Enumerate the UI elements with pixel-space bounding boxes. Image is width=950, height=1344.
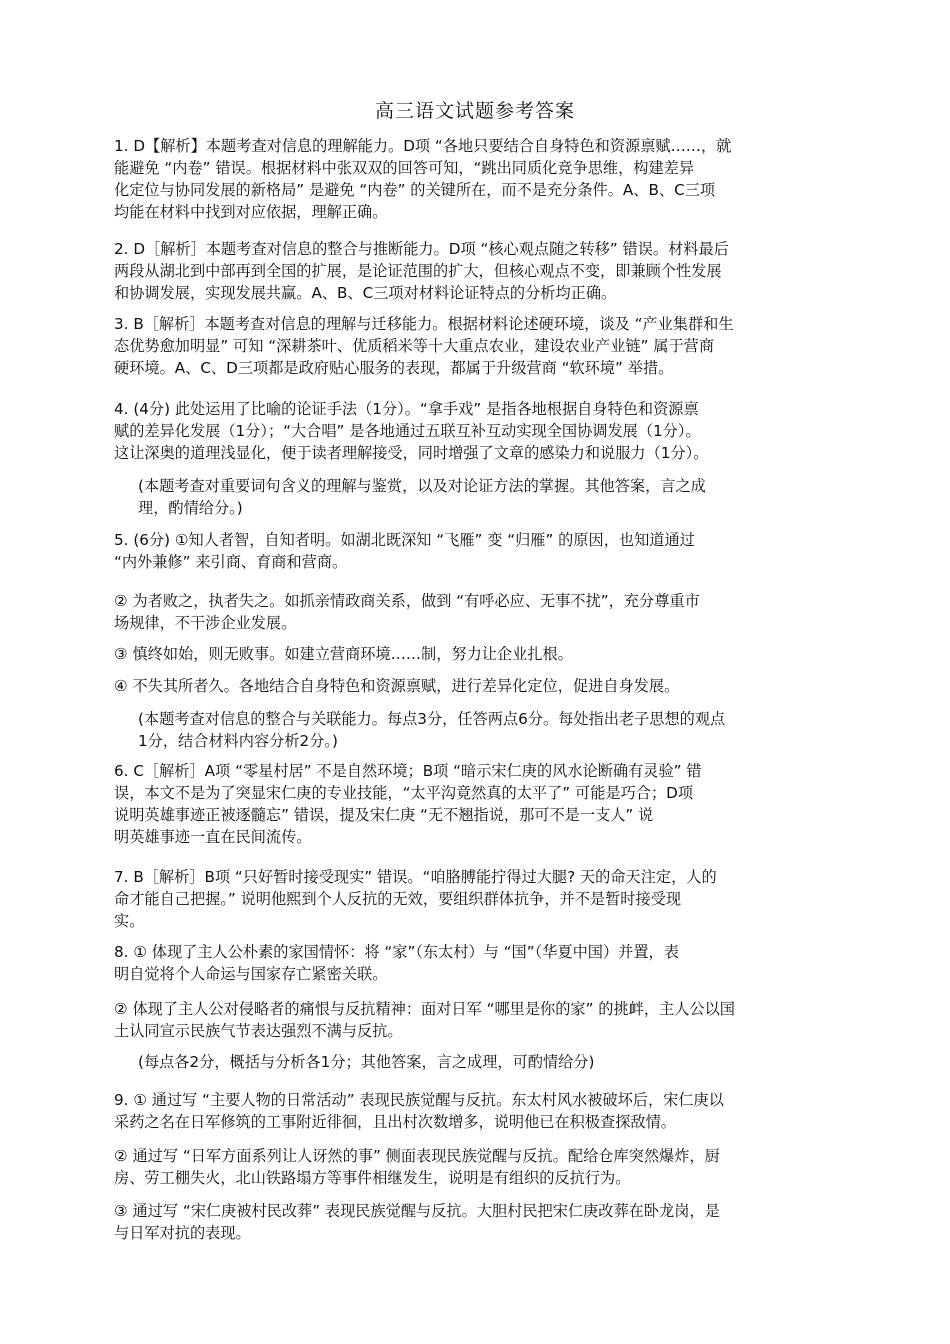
- answer-line: 房、劳工棚失火，北山铁路塌方等事件相继发生，说明是有组织的反抗行为。: [114, 1169, 631, 1187]
- answer-line: 场规律，不干涉企业发展。: [114, 614, 297, 632]
- answer-line: 明英雄事迹一直在民间流传。: [114, 828, 312, 846]
- answer-line: (本题考查对重要词句含义的理解与鉴赏，以及对论证方法的掌握。其他答案，言之成: [138, 477, 706, 495]
- answer-line: 态优势愈加明显” 可知 “深耕茶叶、优质稻米等十大重点农业，建设农业产业链” 属于营商: [114, 337, 715, 355]
- answer-line: 6. C［解析］A项 “零星村居” 不是自然环境；B项 “暗示宋仁庚的风水论断确有灵验” 错: [114, 762, 702, 780]
- answer-5-point-2: [114, 590, 842, 634]
- answer-line: 和协调发展，实现发展共赢。A、B、C三项对材料论证特点的分析均正确。: [114, 284, 617, 302]
- answer-line: 4. (4分) 此处运用了比喻的论证手法（1分）。“拿手戏” 是指各地根据自身特色和资源禀: [114, 400, 699, 418]
- answer-line: 3. B［解析］本题考查对信息的理解与迁移能力。根据材料论述硬环境，谈及 “产业集群和生: [114, 315, 734, 333]
- answer-7: [114, 866, 842, 932]
- answer-line: 9. ① 通过写 “主要人物的日常活动” 表现民族觉醒与反抗。东太村风水被破坏后，宋仁庚以: [114, 1091, 724, 1109]
- answer-line: “内外兼修” 来引商、育商和营商。: [114, 553, 348, 571]
- answer-8-point-2: [114, 998, 842, 1042]
- answer-line: 均能在材料中找到对应依据，理解正确。: [114, 203, 388, 221]
- answer-line: 明自觉将个人命运与国家存亡紧密关联。: [114, 965, 388, 983]
- answer-9-point-3: [114, 1200, 842, 1244]
- answer-5: [114, 529, 842, 573]
- answer-5-point-3: [114, 643, 842, 665]
- answer-line: 命才能自己把握。” 说明他熙到个人反抗的无效，要组织群体抗争，并不是暂时接受现: [114, 890, 682, 908]
- answer-line: 1分，结合材料内容分析2分。): [138, 732, 338, 750]
- answer-line: 这让深奥的道理浅显化，便于读者理解接受，同时增强了文章的感染力和说服力（1分）。: [114, 444, 709, 462]
- answer-2: [114, 238, 842, 304]
- answer-line: 2. D［解析］本题考查对信息的整合与推断能力。D项 “核心观点随之转移” 错误。材料最后: [114, 240, 729, 258]
- answer-line: 能避免 “内卷” 错误。根据材料中张双双的回答可知，“跳出同质化竞争思维，构建差异: [114, 159, 695, 177]
- page-title: 高三语文试题参考答案: [374, 100, 575, 122]
- answer-line: 土认同宣示民族气节表达强烈不满与反抗。: [114, 1022, 403, 1040]
- answer-6: [114, 760, 842, 848]
- answer-line: 硬环境。A、C、D三项都是政府贴心服务的表现，都属于升级营商 “软环境” 举措。: [114, 359, 674, 377]
- answer-line: ③ 慎终如始，则无败事。如建立营商环境……制，努力让企业扎根。: [114, 645, 573, 663]
- answer-4: [114, 398, 842, 464]
- answer-line: 说明英雄事迹正被逐髓忘” 错误，提及宋仁庚 “无不翘指说，那可不是一支人” 说: [114, 806, 654, 824]
- answer-5-point-4: [114, 675, 842, 697]
- answer-line: 采药之名在日军修筑的工事附近徘徊，且出村次数增多，说明他已在积极查探敌情。: [114, 1113, 676, 1131]
- answer-line: 8. ① 体现了主人公朴素的家国情怀：将 “家”（东太村）与 “国”（华夏中国）并置，表: [114, 943, 679, 961]
- answer-line: 化定位与协同发展的新格局” 是避免 “内卷” 的关键所在，而不是充分条件。A、B、C三项: [114, 181, 716, 199]
- answer-line: 与日军对抗的表现。: [114, 1224, 251, 1242]
- answer-line: ② 体现了主人公对侵略者的痛恨与反抗精神：面对日军 “哪里是你的家” 的挑衅，主人公以国: [114, 1000, 735, 1018]
- answer-line: 误，本文不是为了突显宋仁庚的专业技能，“太平沟竟然真的太平了” 可能是巧合；D项: [114, 784, 694, 802]
- answer-line: (每点各2分，概括与分析各1分；其他答案，言之成理，可酌情给分): [138, 1053, 595, 1071]
- answer-line: ④ 不失其所者久。各地结合自身特色和资源禀赋，进行差异化定位，促进自身发展。: [114, 677, 680, 695]
- answer-8-note: [138, 1051, 838, 1073]
- answer-9: [114, 1089, 842, 1133]
- answer-line: 7. B［解析］B项 “只好暂时接受现实” 错误。“咱胳膊能拧得过大腿? 天的命天注定，人的: [114, 868, 717, 886]
- answer-3: [114, 313, 842, 379]
- answer-4-note: [138, 475, 838, 519]
- answer-line: 赋的差异化发展（1分）；“大合唱” 是各地通过五联互补互动实现全国协调发展（1分）。: [114, 422, 701, 440]
- answer-line: 1. D【解析】本题考查对信息的理解能力。D项 “各地只要结合自身特色和资源禀赋……，就: [114, 137, 732, 155]
- answer-line: 两段从湖北到中部再到全国的扩展，是论证范围的扩大，但核心观点不变，即兼顾个性发展: [114, 262, 722, 280]
- answer-9-point-2: [114, 1145, 842, 1189]
- answer-line: ② 为者败之，执者失之。如抓亲情政商关系，做到 “有呼必应、无事不扰”，充分尊重市: [114, 592, 700, 610]
- answer-line: 实。: [114, 912, 145, 930]
- answer-line: (本题考查对信息的整合与关联能力。每点3分，任答两点6分。每处指出老子思想的观点: [138, 710, 726, 728]
- answer-5-note: [138, 708, 838, 752]
- answer-line: ③ 通过写 “宋仁庚被村民改葬” 表现民族觉醒与反抗。大胆村民把宋仁庚改葬在卧龙岗，是: [114, 1202, 720, 1220]
- answer-8: [114, 941, 842, 985]
- answer-line: 5. (6分) ①知人者智，自知者明。如湖北既深知 “飞雁” 变 “归雁” 的原因，也知道通过: [114, 531, 695, 549]
- answer-1: [114, 135, 842, 223]
- answer-line: ② 通过写 “日军方面系列让人讶然的事” 侧面表现民族觉醒与反抗。配给仓库突然爆炸，厨: [114, 1147, 720, 1165]
- answer-line: 理，酌情给分。): [138, 499, 243, 517]
